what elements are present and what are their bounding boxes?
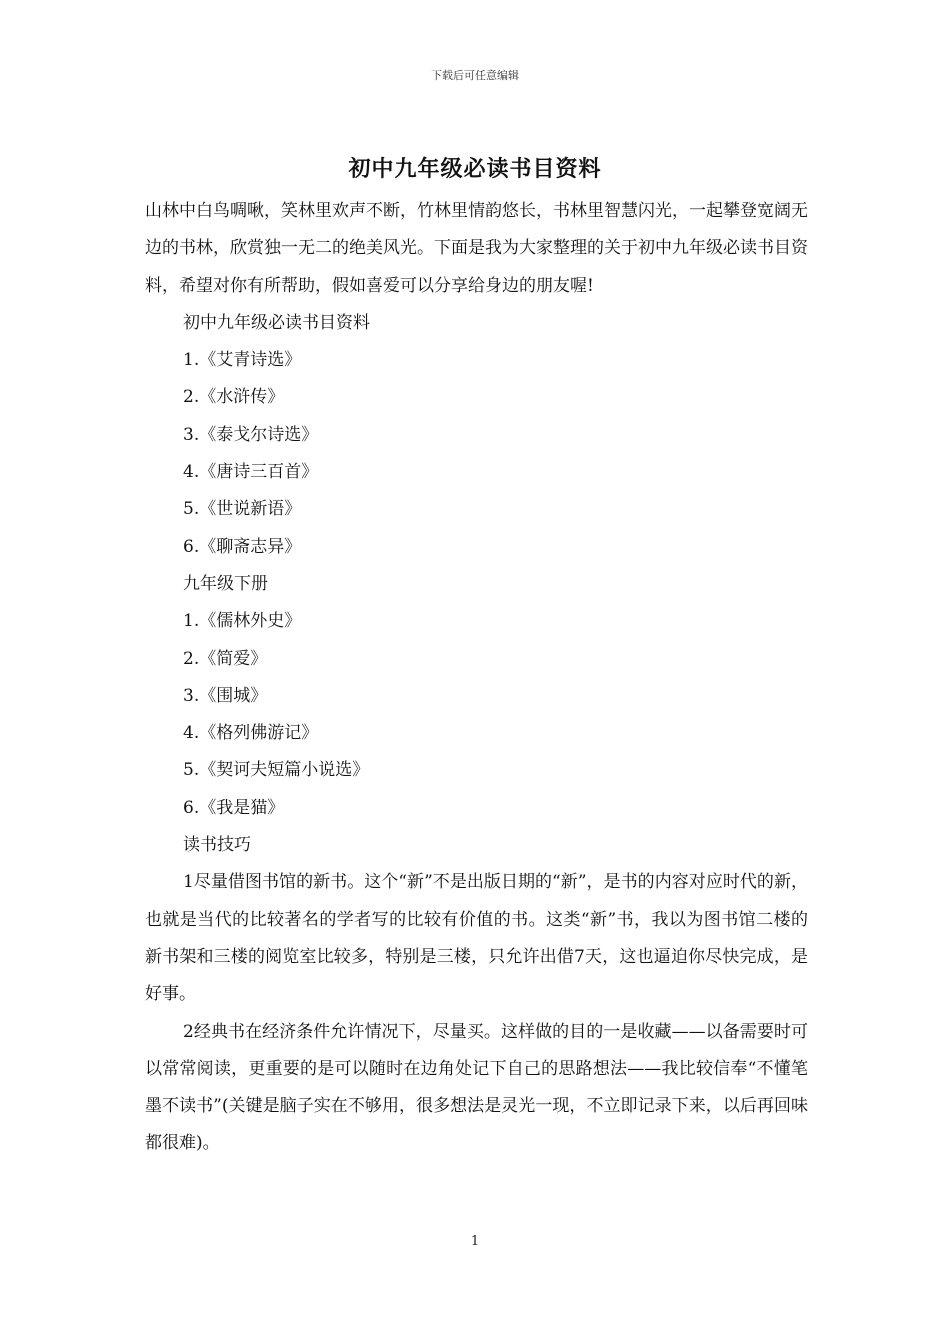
document-title: 初中九年级必读书目资料 (348, 157, 602, 182)
list-item: 1.《儒林外史》 (183, 611, 302, 632)
list-item: 4.《唐诗三百首》 (183, 462, 319, 483)
list-item: 5.《世说新语》 (183, 499, 302, 520)
header-note: 下载后可任意编辑 (431, 69, 519, 82)
section-heading-required-reading: 初中九年级必读书目资料 (183, 312, 370, 333)
document-body (145, 193, 808, 1163)
section-heading-second-volume: 九年级下册 (183, 573, 268, 594)
list-item: 4.《格列佛游记》 (183, 723, 319, 744)
list-item: 6.《聊斋志异》 (183, 536, 302, 557)
list-item: 1.《艾青诗选》 (183, 350, 302, 371)
list-item: 3.《围城》 (183, 685, 268, 706)
list-item: 5.《契诃夫短篇小说选》 (183, 760, 370, 781)
page-number: 1 (470, 1234, 480, 1249)
intro-paragraph: 山林中白鸟啁啾，笑林里欢声不断，竹林里情韵悠长，书林里智慧闪光，一起攀登宽阔无边的书林，欣赏独一无二的绝美风光。下面是我为大家整理的关于初中九年级必读书目资料，希望对你有所帮助，假如喜爱可以分享给身边的朋友喔! (145, 201, 808, 296)
list-item: 2.《简爱》 (183, 648, 268, 669)
tip-paragraph: 1尽量借图书馆的新书。这个“新”不是出版日期的“新”，是书的内容对应时代的新，也就是当代的比较著名的学者写的比较有价值的书。这类“新”书，我以为图书馆二楼的新书架和三楼的阅览室比较多，特别是三楼，只允许出借7天，这也逼迫你尽快完成，是好事。 (145, 872, 808, 1005)
list-item: 6.《我是猫》 (183, 797, 285, 818)
list-item: 2.《水浒传》 (183, 387, 285, 408)
list-item: 3.《泰戈尔诗选》 (183, 424, 319, 445)
tip-paragraph: 2经典书在经济条件允许情况下，尽量买。这样做的目的一是收藏——以备需要时可以常常阅读，更重要的是可以随时在边角处记下自己的思路想法——我比较信奉“不懂笔墨不读书”(关键是脑子实在不够用，很多想法是灵光一现，不立即记录下来，以后再回味都很难)。 (145, 1021, 808, 1154)
section-heading-reading-tips: 读书技巧 (183, 835, 251, 856)
